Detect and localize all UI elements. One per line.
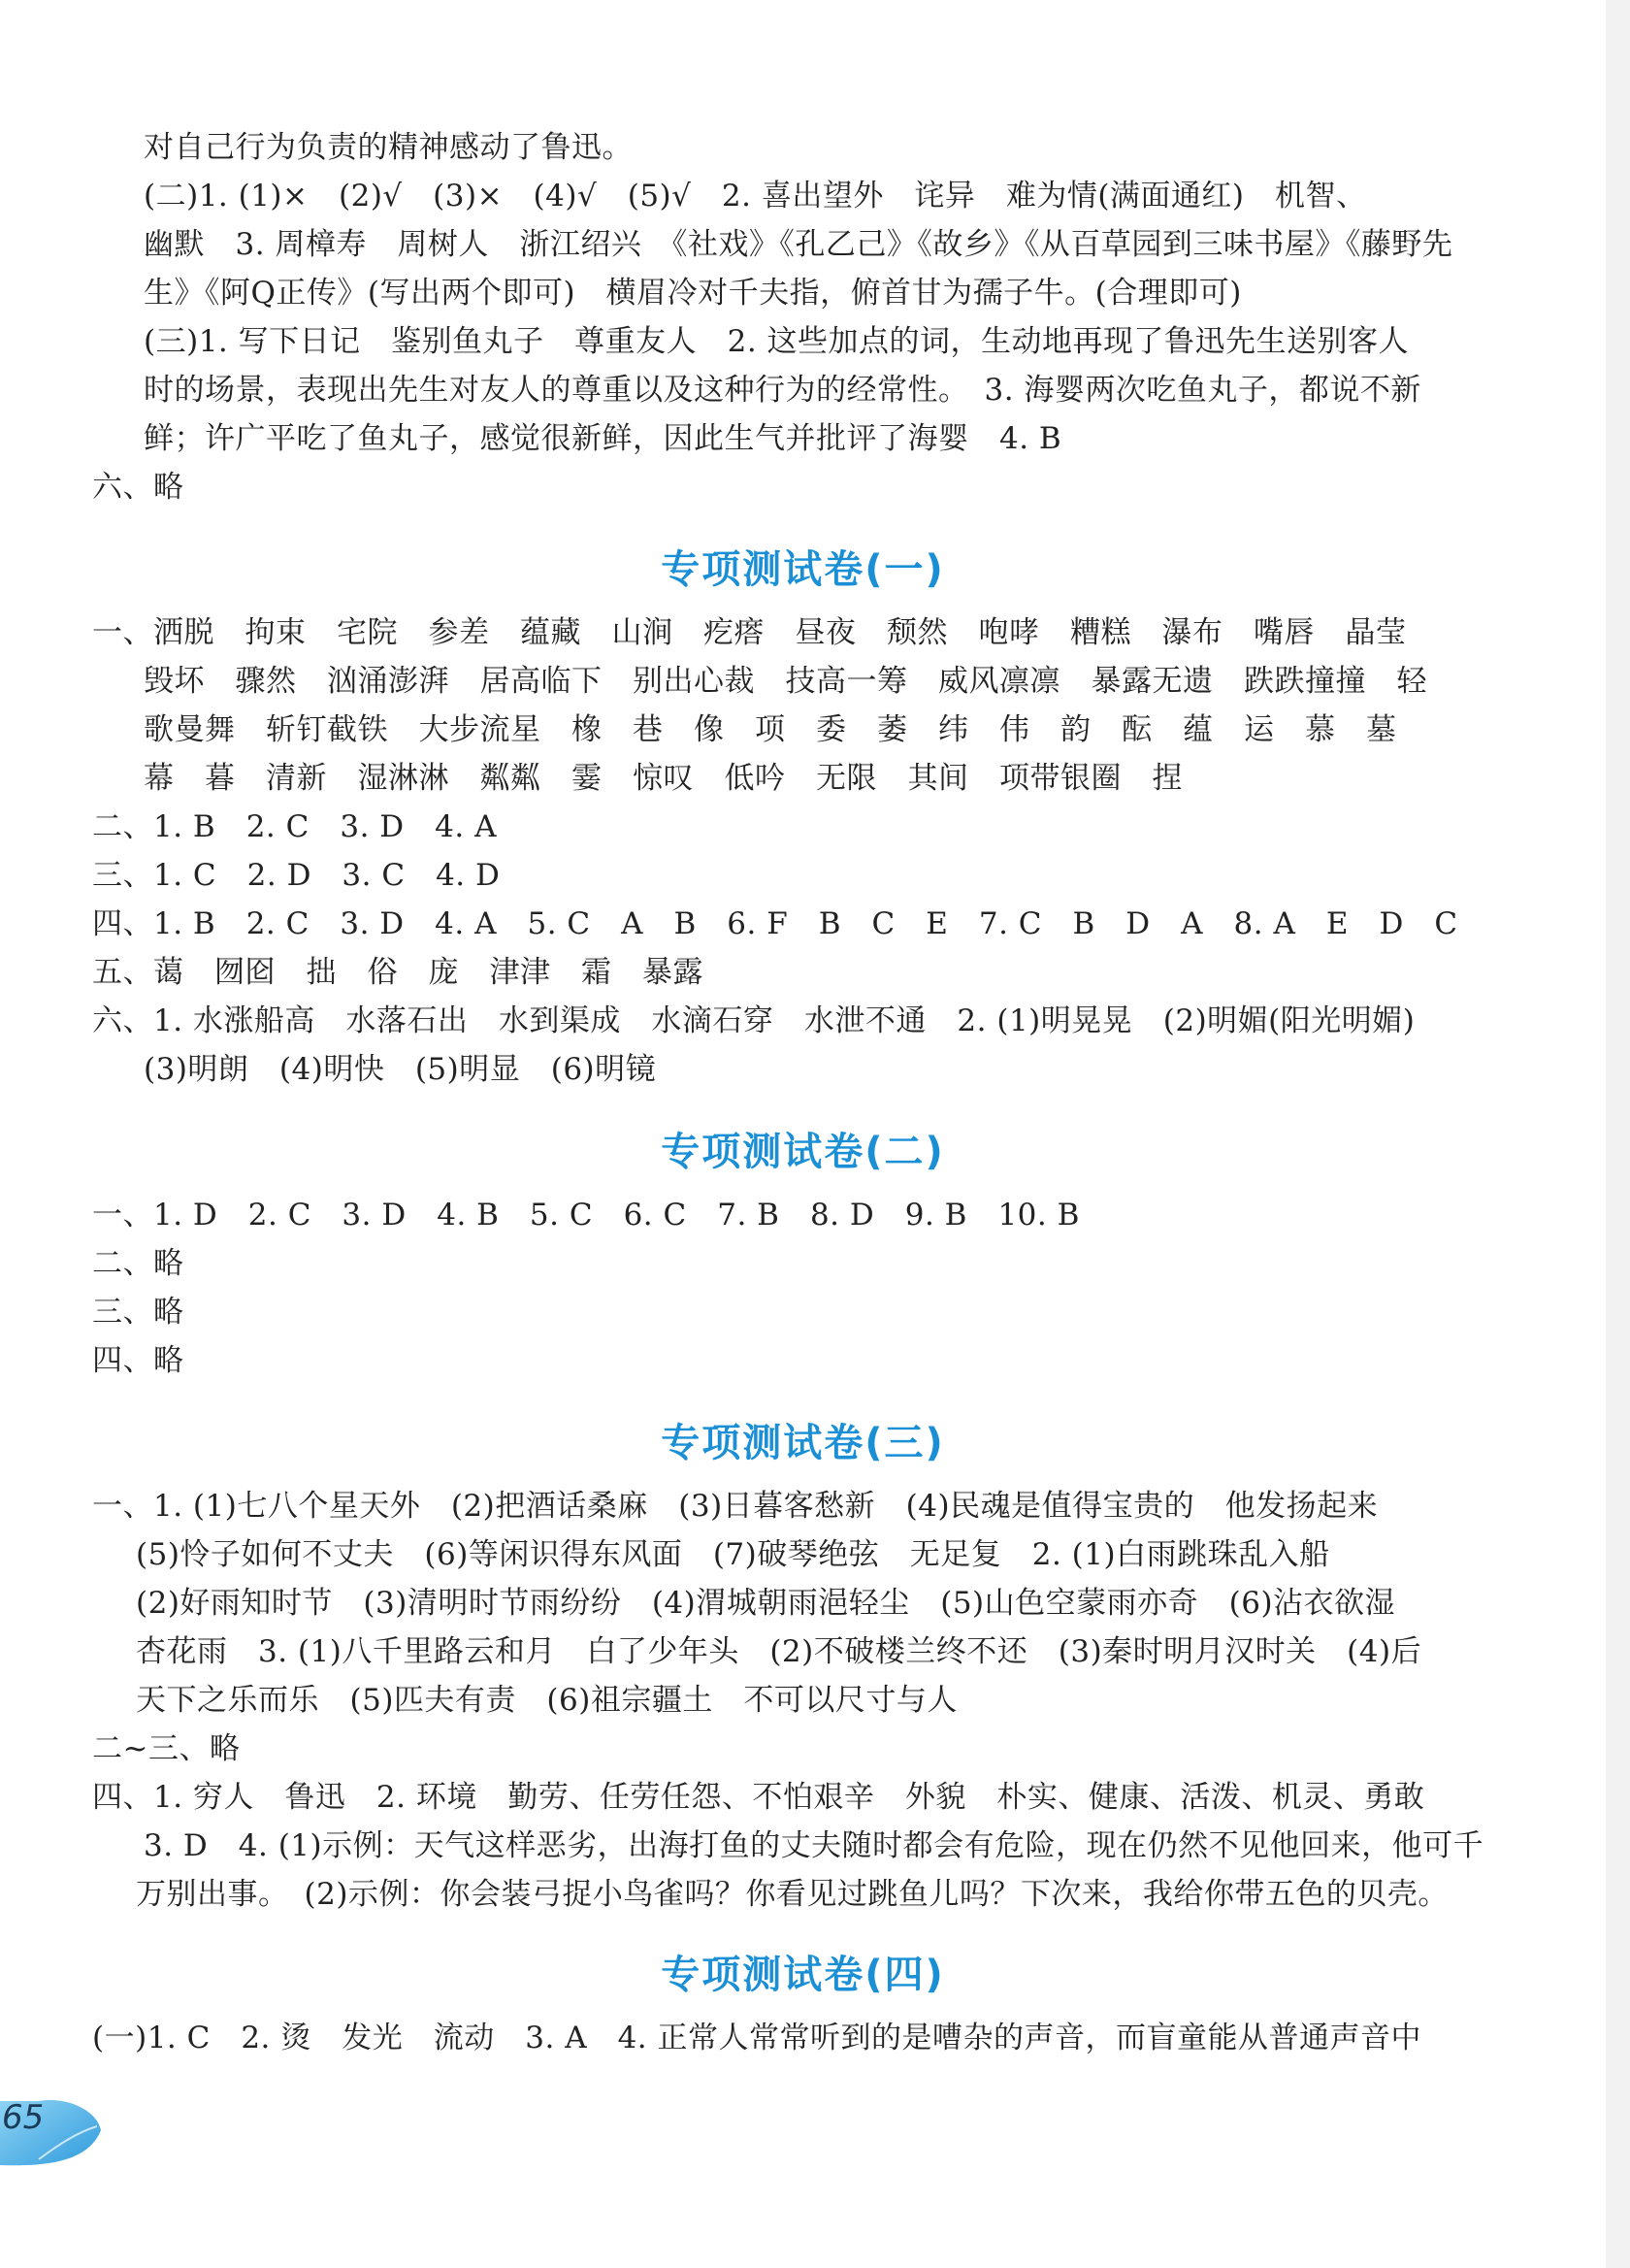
text-line: 幽默 3. 周樟寿 周树人 浙江绍兴 《社戏》《孔乙己》《故乡》《从百草园到三味书屋》《藤野先 [144, 227, 1453, 262]
section-title: 专项测试卷(四) [661, 1953, 945, 1997]
text-line: 一、1. (1)七八个星天外 (2)把酒话桑麻 (3)日暮客愁新 (4)民魂是值得宝贵的 他发扬起来 [92, 1489, 1379, 1524]
text-line: 六、1. 水涨船高 水落石出 水到渠成 水滴石穿 水泄不通 2. (1)明晃晃 (2)明媚(阳光明媚) [92, 1003, 1416, 1038]
text-line: (2)好雨知时节 (3)清明时节雨纷纷 (4)渭城朝雨浥轻尘 (5)山色空蒙雨亦奇 (6)沾衣欲湿 [136, 1586, 1396, 1621]
text-line: 生》《阿Q正传》(写出两个即可) 横眉冷对千夫指，俯首甘为孺子牛。(合理即可) [144, 276, 1242, 311]
section-title: 专项测试卷(一) [661, 547, 945, 592]
text-line: (3)明朗 (4)明快 (5)明显 (6)明镜 [144, 1052, 657, 1087]
text-line: 一、1. D 2. C 3. D 4. B 5. C 6. C 7. B 8. D 9. B 10. B [92, 1198, 1080, 1233]
text-line: 一、洒脱 拘束 宅院 参差 蕴藏 山涧 疙瘩 昼夜 颓然 咆哮 糟糕 瀑布 嘴唇 晶莹 [92, 615, 1407, 650]
text-line: 六、略 [92, 470, 184, 505]
text-line: (三)1. 写下日记 鉴别鱼丸子 尊重友人 2. 这些加点的词，生动地再现了鲁迅先生送别客人 [144, 324, 1410, 359]
text-line: 幕 暮 清新 湿淋淋 粼粼 霎 惊叹 低吟 无限 其间 项带银圈 捏 [144, 761, 1183, 796]
text-line: (5)怜子如何不丈夫 (6)等闲识得东风面 (7)破琴绝弦 无足复 2. (1)白雨跳珠乱入船 [136, 1537, 1330, 1572]
text-line: 鲜；许广平吃了鱼丸子，感觉很新鲜，因此生气并批评了海婴 4. B [144, 421, 1062, 456]
text-line: 四、略 [92, 1343, 184, 1378]
text-line: 3. D 4. (1)示例：天气这样恶劣，出海打鱼的丈夫随时都会有危险，现在仍然不见他回来，他可千 [144, 1828, 1484, 1863]
text-line: 对自己行为负责的精神感动了鲁迅。 [144, 130, 633, 165]
text-line: 三、1. C 2. D 3. C 4. D [92, 858, 501, 893]
text-line: 五、蔼 囫囵 拙 俗 庞 津津 霜 暴露 [92, 955, 703, 990]
text-line: 歌曼舞 斩钉截铁 大步流星 橡 巷 像 项 委 萎 纬 伟 韵 酝 蕴 运 慕 墓 [144, 712, 1397, 747]
text-line: (二)1. (1)× (2)√ (3)× (4)√ (5)√ 2. 喜出望外 诧异 难为情(满面通红) 机智、 [144, 179, 1367, 214]
page-number: 65 [2, 2098, 45, 2137]
text-line: 三、略 [92, 1295, 184, 1330]
text-line: 四、1. 穷人 鲁迅 2. 环境 勤劳、任劳任怨、不怕艰辛 外貌 朴实、健康、活泼、机灵、勇敢 [92, 1780, 1425, 1815]
text-line: (一)1. C 2. 烫 发光 流动 3. A 4. 正常人常常听到的是嘈杂的声音，而盲童能从普通声音中 [92, 2021, 1422, 2055]
text-line: 二、1. B 2. C 3. D 4. A [92, 809, 497, 844]
text-line: 时的场景，表现出先生对友人的尊重以及这种行为的经常性。 3. 海婴两次吃鱼丸子，都说不新 [144, 373, 1421, 408]
text-line: 杏花雨 3. (1)八千里路云和月 白了少年头 (2)不破楼兰终不还 (3)秦时明月汉时关 (4)后 [136, 1634, 1422, 1669]
text-line: 天下之乐而乐 (5)匹夫有责 (6)祖宗疆土 不可以尺寸与人 [136, 1683, 958, 1718]
text-line: 二~三、略 [92, 1731, 241, 1766]
text-line: 四、1. B 2. C 3. D 4. A 5. C A B 6. F B C E 7. C B D A 8. A E D C [92, 906, 1458, 941]
text-line: 毁坏 骤然 汹涌澎湃 居高临下 别出心裁 技高一筹 威风凛凛 暴露无遗 跌跌撞撞 轻 [144, 664, 1427, 699]
section-title: 专项测试卷(二) [661, 1130, 945, 1174]
text-line: 万别出事。 (2)示例：你会装弓捉小鸟雀吗？你看见过跳鱼儿吗？下次来，我给你带五色的贝壳。 [136, 1877, 1449, 1912]
section-title: 专项测试卷(三) [661, 1421, 945, 1465]
text-line: 二、略 [92, 1246, 184, 1281]
